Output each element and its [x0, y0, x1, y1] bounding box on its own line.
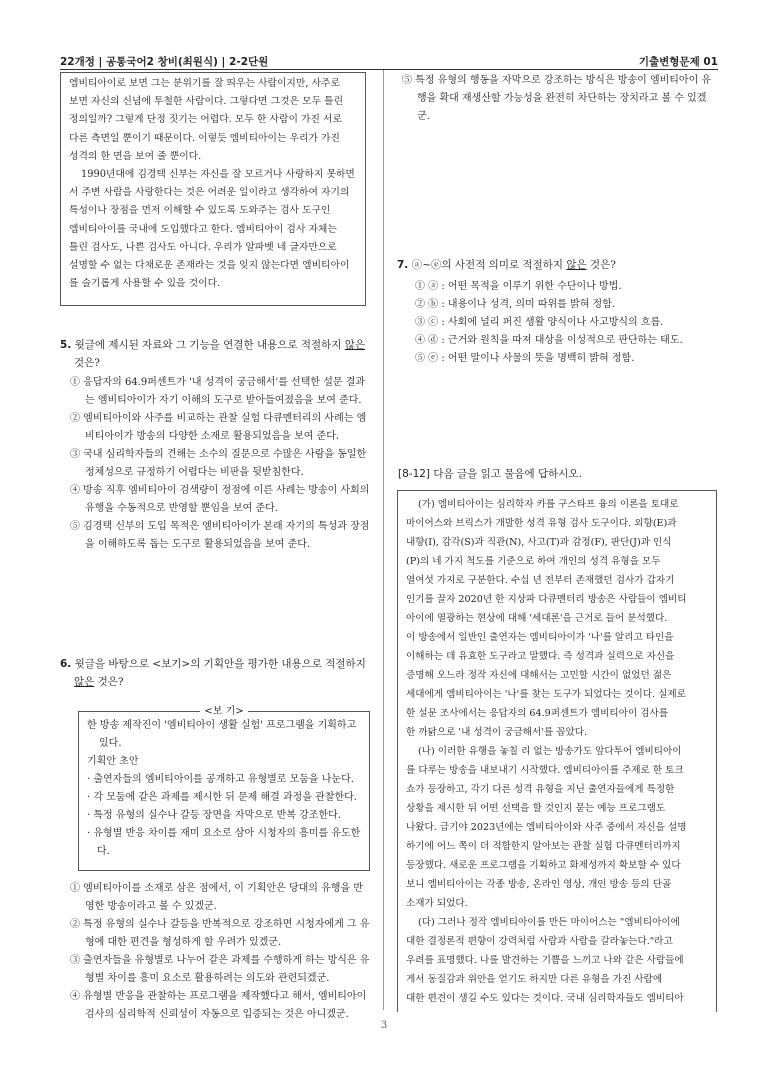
- answer-option[interactable]: ① 엠비티아이를 소재로 삼은 점에서, 이 기획안은 당대의 유행을 반영한 방송이라고 볼 수 있겠군.: [70, 883, 363, 912]
- passage-line: 보면 자신의 신념에 투철한 사람이다. 그렇다면 그것은 모두 틀린: [69, 96, 344, 108]
- passage-line: 엠비티아이를 국내에 도입했다고 한다. 엠비티아이 검사 자체는: [69, 223, 337, 235]
- passage-line: 등장했다. 새로운 프로그램을 기획하고 화제성까지 확보할 수 있다: [406, 860, 681, 871]
- passage-line: 열여섯 가지로 구분한다. 수십 년 전부터 존재했던 검사가 갑자기: [406, 575, 675, 586]
- answer-option[interactable]: ④ 방송 직후 엠비티아이 검색량이 정점에 이른 사례는 방송이 사회의 유행을 수동적으로 반영할 뿐임을 보여 준다.: [70, 485, 370, 514]
- passage-line: 설명할 수 없는 다채로운 존재라는 것을 잊지 않는다면 엠비티아이: [69, 260, 350, 272]
- header-course-info: 22개정 | 공통국어2 창비(최원식) | 2-2단원: [60, 56, 269, 68]
- passage-line: 마이어스와 브릭스가 개발한 성격 유형 검사 도구이다. 외향(E)과: [406, 518, 677, 529]
- page-header: [60, 50, 718, 70]
- bogi-line: · 각 모둠에 같은 과제를 제시한 뒤 문제 해결 과정을 관찰한다.: [87, 792, 357, 803]
- answer-option[interactable]: ① 응답자의 64.9퍼센트가 '내 성격이 궁금해서'를 선택한 설문 결과는 엠비티아이가 자기 이해의 도구로 받아들여졌음을 보여 준다.: [70, 377, 366, 406]
- passage-line: 1990년대에 김경택 신부는 자신을 잘 모르거나 사랑하지 못하면: [81, 169, 355, 181]
- passage-line: 다른 측면일 뿐이기 때문이다. 이렇듯 엠비티아이는 우리가 가진: [69, 132, 340, 144]
- passage-line: 소재가 되었다.: [406, 898, 468, 909]
- passage-line: 대한 결정론적 편향이 강력처럼 사람과 사람을 갈라놓는다."라고: [406, 936, 673, 947]
- passage-line: 인기를 끌자 2020년 한 지상파 다큐멘터리 방송은 사람들이 엠비티: [406, 594, 687, 605]
- answer-option[interactable]: ⑤ 특정 유형의 행동을 자막으로 강조하는 방식은 방송이 엠비티아이 유행을 확대 재생산할 가능성을 완전히 차단하는 장치라고 볼 수 있겠군.: [402, 75, 712, 122]
- passage-line: 대한 편견이 생길 수도 있다는 것이다. 국내 심리학자들도 엠비티아: [406, 993, 684, 1004]
- answer-option[interactable]: ⑤ ⓔ : 어떤 말이나 사물의 뜻을 명백히 밝혀 정함.: [415, 353, 635, 364]
- question-6: [60, 655, 372, 691]
- passage-line: 이 방송에서 일반인 출연자는 엠비티아이가 '나'를 알리고 타인을: [406, 632, 674, 643]
- passage-line: 나왔다. 급기야 2023년에는 엠비티아이와 사주 중에서 자신을 설명: [406, 822, 687, 833]
- passage-line: 우려를 표명했다. 나를 발견하는 기쁨을 느끼고 나와 같은 사람들에: [406, 955, 684, 966]
- answer-option[interactable]: ③ 국내 심리학자들의 견해는 소수의 질문으로 수많은 사람을 동일한 정체성으로 규정하기 어렵다는 비판을 뒷받침한다.: [70, 449, 367, 478]
- question-6-options-continued: [402, 72, 712, 126]
- answer-option[interactable]: ② 특정 유형의 실수나 갈등을 반복적으로 강조하면 시청자에게 그 유형에 대한 편견을 형성하게 할 우려가 있겠군.: [70, 919, 370, 948]
- question-stem-underline: 않은: [566, 259, 587, 271]
- passage-line: 특성이나 장점을 먼저 이해할 수 있도록 도와주는 검사 도구인: [69, 205, 331, 217]
- passage-line: 성격의 한 면을 보여 줄 뿐이다.: [69, 150, 202, 162]
- passage-line: 한 설문 조사에서는 응답자의 64.9퍼센트가 엠비티아이 검사를: [406, 708, 669, 719]
- question-7: [397, 256, 717, 274]
- passage-line: 보니 엠비티아이는 각종 방송, 온라인 영상, 개인 방송 등의 단골: [406, 879, 672, 890]
- passage-line: (나) 이러한 유행을 놓칠 리 없는 방송가도 앞다투어 엠비티아이: [418, 746, 682, 757]
- passage-line: 쇼가 등장하고, 각기 다른 성격 유형을 지닌 출연자들에게 특정한: [406, 784, 675, 795]
- answer-option[interactable]: ② 엠비티아이와 사주를 비교하는 관찰 실험 다큐멘터리의 사례는 엠비티아이가 방송의 다양한 소재로 활용되었음을 보여 준다.: [70, 413, 367, 442]
- question-7-options: [415, 278, 715, 368]
- passage-line: (가) 엠비티아이는 심리학자 카를 구스타프 융의 이론을 토대로: [418, 499, 679, 510]
- bogi-box: [78, 706, 370, 871]
- header-exam-title: 기출변형문제 01: [638, 56, 718, 68]
- bogi-line: · 유형별 반응 차이를 재미 요소로 삼아 시청자의 흥미를 유도한다.: [87, 828, 361, 857]
- passage-line: 게서 동질감과 위안을 얻기도 하지만 다른 유형을 가진 사람에: [406, 974, 663, 985]
- passage-line: 세대에게 엠비티아이는 '나'를 찾는 도구가 되었다는 것이다. 실제로: [406, 689, 686, 700]
- bogi-line: 한 방송 제작진이 '엠비티아이 생활 실험' 프로그램을 기획하고 있다.: [87, 720, 357, 749]
- question-stem-underline: 않은: [74, 676, 95, 688]
- passage-line: (다) 그러나 정작 엠비티아이를 만든 마이어스는 "엠비티아이에: [418, 917, 680, 928]
- passage-top-box: [60, 72, 366, 306]
- question-stem: 윗글을 바탕으로 <보기>의 기획안을 평가한 내용으로 적절하지: [74, 658, 366, 670]
- passage-line: 를 다루는 방송을 내보내기 시작했다. 엠비티아이를 주제로 한 토크: [406, 765, 684, 776]
- passage-line: 한 까닭으로 '내 성격이 궁금해서'를 꼽았다.: [406, 727, 588, 738]
- passage-line: 상황을 제시한 뒤 어떤 선택을 할 것인지 묻는 예능 프로그램도: [406, 803, 666, 814]
- answer-option[interactable]: ② ⓑ : 내용이나 성격, 의미 따위를 밝혀 정함.: [415, 299, 616, 310]
- question-number: 6.: [60, 658, 72, 670]
- question-5-options: [70, 374, 370, 554]
- page-number: 3: [380, 1020, 388, 1031]
- header-rule: [60, 69, 718, 70]
- question-stem: 것은?: [74, 357, 100, 369]
- passage-line: 를 슬기롭게 사용할 수 있을 것이다.: [69, 278, 221, 290]
- question-6-options: [70, 880, 370, 1024]
- passage-line: 정의일까? 그렇게 단정 짓기는 어렵다. 모두 한 사람이 가진 서로: [69, 114, 342, 126]
- answer-option[interactable]: ⑤ 김경택 신부의 도입 목적은 엠비티아이가 본래 자기의 특성과 장점을 이해하도록 돕는 도구로 활용되었음을 보여 준다.: [70, 521, 370, 550]
- passage-line: (P)의 네 가지 척도를 기준으로 하여 개인의 성격 유형을 모두: [406, 556, 661, 567]
- answer-option[interactable]: ③ 출연자들을 유형별로 나누어 같은 과제를 수행하게 하는 방식은 유형별 차이를 흥미 요소로 활용하려는 의도와 관련되겠군.: [70, 955, 370, 984]
- answer-option[interactable]: ① ⓐ : 어떤 목적을 이루기 위한 수단이나 방법.: [415, 281, 622, 292]
- passage-line: 틀린 검사도, 나쁜 검사도 아니다. 우리가 알파벳 네 글자만으로: [69, 241, 337, 253]
- section-label: [8-12] 다음 글을 읽고 물음에 답하시오.: [398, 468, 582, 480]
- question-stem: 것은?: [586, 259, 616, 271]
- question-stem: 윗글에 제시된 자료와 그 기능을 연결한 내용으로 적절하지: [74, 339, 345, 351]
- answer-option[interactable]: ④ 유형별 반응을 관찰하는 프로그램을 제작했다고 해서, 엠비티아이 검사의 심리학적 신뢰성이 자동으로 입증되는 것은 아니겠군.: [70, 991, 367, 1020]
- passage-line: 서 주변 사람을 사랑한다는 것은 어려운 일이라고 생각하여 자기의: [69, 187, 350, 199]
- passage-line: 증명해 오느라 정작 자신에 대해서는 고민할 시간이 없었던 젊은: [406, 670, 672, 681]
- passage-line: 내향(I), 감각(S)과 직관(N), 사고(T)과 감정(F), 판단(J)과 인식: [406, 537, 672, 548]
- answer-option[interactable]: ④ ⓓ : 근거와 원칙을 따져 대상을 이성적으로 판단하는 태도.: [415, 335, 683, 346]
- passage-line: 하기에 어느 쪽이 더 적합한지 알아보는 관찰 실험 다큐멘터리까지: [406, 841, 681, 852]
- question-stem: 것은?: [94, 676, 124, 688]
- question-number: 5.: [60, 339, 72, 351]
- question-stem: ⓐ~ⓔ의 사전적 의미로 적절하지: [411, 259, 567, 271]
- question-number: 7.: [397, 259, 409, 271]
- bogi-line: · 출연자들의 엠비티아이를 공개하고 유형별로 모둠을 나눈다.: [87, 774, 354, 785]
- bogi-title: <보 기>: [200, 706, 247, 717]
- column-divider: [383, 70, 384, 1010]
- passage-line: 아이에 열광하는 현상에 대해 '세대론'을 근거로 들어 분석했다.: [406, 613, 668, 624]
- question-stem-underline: 않은: [344, 339, 366, 351]
- answer-option[interactable]: ③ ⓒ : 사회에 널리 퍼진 생활 양식이나 사고방식의 흐름.: [415, 317, 664, 328]
- passage-main-box: [397, 490, 717, 1012]
- passage-line: 엠비티아이로 보면 그는 분위기를 잘 띄우는 사람이지만, 사주로: [69, 78, 340, 89]
- bogi-line: 기획안 초안: [87, 756, 139, 767]
- bogi-line: · 특정 유형의 실수나 갈등 장면을 자막으로 반복 강조한다.: [87, 810, 341, 821]
- question-5: [60, 336, 372, 372]
- passage-line: 이해하는 데 유효한 도구라고 말했다. 즉 성격과 실력으로 자신을: [406, 651, 675, 662]
